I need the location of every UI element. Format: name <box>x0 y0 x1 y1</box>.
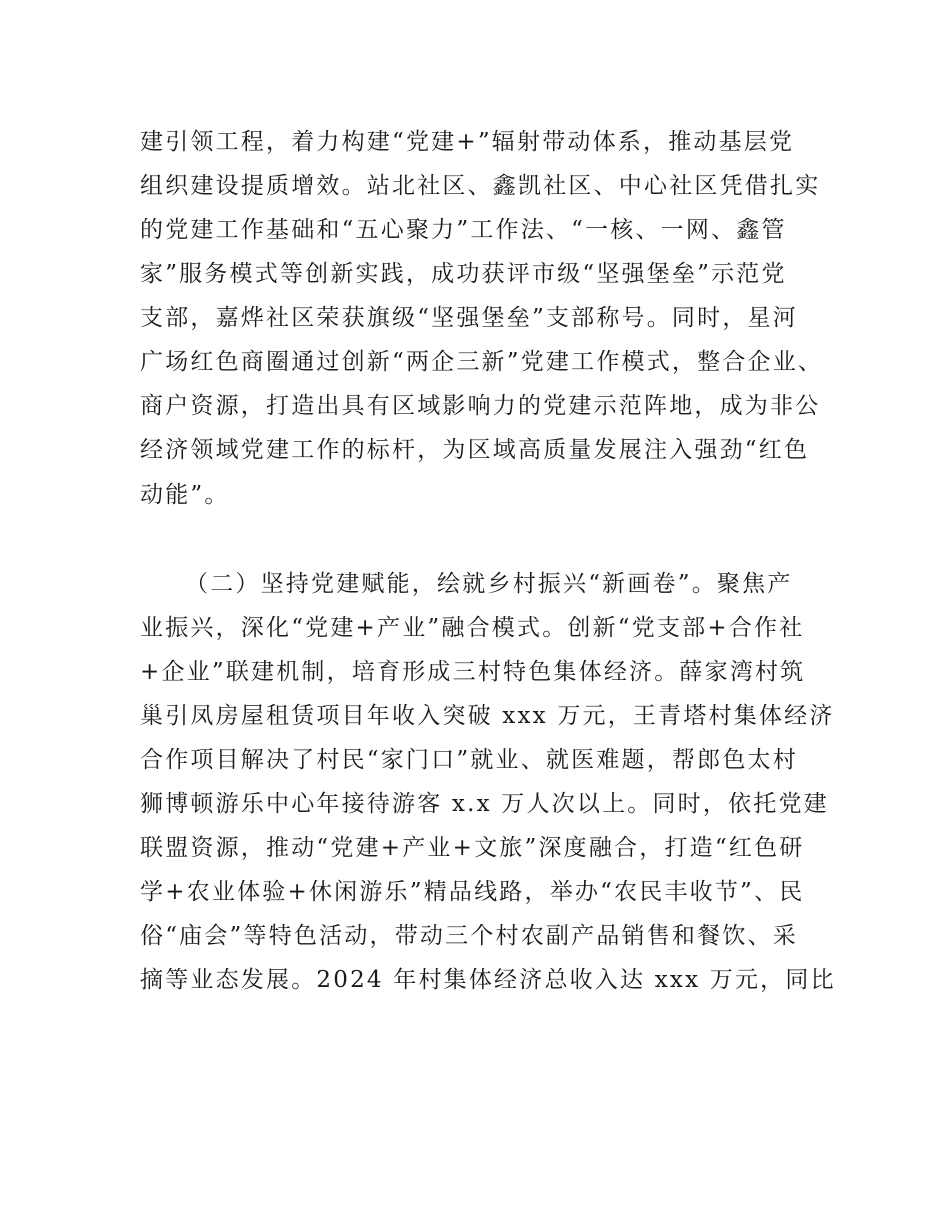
text-line: 家”服务模式等创新实践，成功获评市级“坚强堡垒”示范党 <box>140 261 787 287</box>
text-line: 合作项目解决了村民“家门口”就业、就医难题，帮郎色太村 <box>140 747 798 773</box>
text-line: 联盟资源，推动“党建+产业+文旅”深度融合，打造“红色研 <box>140 835 805 861</box>
text-line: 建引领工程，着力构建“党建+”辐射带动体系，推动基层党 <box>140 129 795 155</box>
text-line: 业振兴，深化“党建+产业”融合模式。创新“党支部+合作社 <box>140 615 805 641</box>
text-line: 动能”。 <box>140 482 230 508</box>
text-line: 俗“庙会”等特色活动，带动三个村农副产品销售和餐饮、采 <box>140 923 798 949</box>
text-line: 经济领域党建工作的标杆，为区域高质量发展注入强劲“红色 <box>140 437 810 463</box>
text-line: 支部，嘉烨社区荣获旗级“坚强堡垒”支部称号。同时，星河 <box>140 305 798 331</box>
text-line: +企业”联建机制，培育形成三村特色集体经济。薛家湾村筑 <box>140 659 806 685</box>
text-line: 商户资源，打造出具有区域影响力的党建示范阵地，成为非公 <box>140 393 821 419</box>
text-line: 的党建工作基础和“五心聚力”工作法、“一核、一网、鑫管 <box>140 217 787 243</box>
text-line: 巢引凤房屋租赁项目年收入突破 xxx 万元，王青塔村集体经济 <box>140 703 835 729</box>
text-line: 广场红色商圈通过创新“两企三新”党建工作模式，整合企业、 <box>140 349 824 375</box>
text-line: 狮博顿游乐中心年接待游客 x.x 万人次以上。同时，依托党建 <box>140 791 829 817</box>
section-heading-line: （二）坚持党建赋能，绘就乡村振兴“新画卷”。聚焦产 <box>185 571 793 597</box>
text-line: 学+农业体验+休闲游乐”精品线路，举办“农民丰收节”、民 <box>140 879 805 905</box>
text-line: 组织建设提质增效。站北社区、鑫凯社区、中心社区凭借扎实 <box>140 173 821 199</box>
text-line: 摘等业态发展。2024 年村集体经济总收入达 xxx 万元，同比 <box>140 967 836 993</box>
